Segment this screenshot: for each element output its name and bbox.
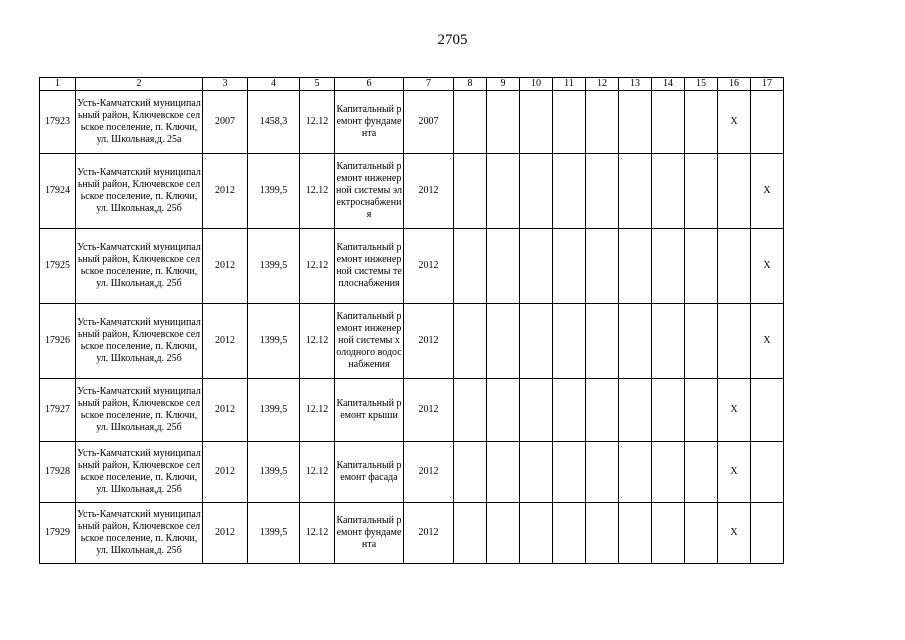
table-cell: [454, 229, 487, 304]
column-header: 10: [520, 78, 553, 91]
table-cell: [751, 379, 784, 442]
table-cell: X: [751, 229, 784, 304]
table-cell: 12.12: [300, 154, 335, 229]
table-cell: 17924: [40, 154, 76, 229]
table-cell: 2012: [404, 154, 454, 229]
table-header-row: [40, 78, 784, 91]
table-cell: X: [718, 442, 751, 503]
register-table: [39, 77, 784, 564]
table-cell: 1458,3: [248, 91, 300, 154]
table-cell: [586, 91, 619, 154]
table-cell: [685, 304, 718, 379]
table-cell: [652, 304, 685, 379]
table-cell: [586, 379, 619, 442]
table-cell: [619, 154, 652, 229]
table-cell: [520, 91, 553, 154]
table-cell: [520, 229, 553, 304]
table-cell: Усть-Камчатский муниципальный район, Ключевское сельское поселение, п. Ключи, ул. Школьная,д. 25б: [76, 154, 203, 229]
table-cell: [652, 379, 685, 442]
table-cell: Капитальный ремонт крыши: [335, 379, 404, 442]
table-cell: X: [718, 379, 751, 442]
table-cell: 12.12: [300, 91, 335, 154]
column-header: 7: [404, 78, 454, 91]
table-cell: 2012: [404, 503, 454, 564]
table-cell: [520, 503, 553, 564]
column-header: 2: [76, 78, 203, 91]
table-cell: 2012: [404, 304, 454, 379]
table-cell: [553, 304, 586, 379]
table-cell: [619, 304, 652, 379]
table-cell: [520, 154, 553, 229]
table-cell: 2012: [203, 229, 248, 304]
table-cell: [718, 154, 751, 229]
table-cell: X: [718, 91, 751, 154]
table-cell: [685, 442, 718, 503]
table-cell: Капитальный ремонт фундамента: [335, 503, 404, 564]
table-cell: [553, 379, 586, 442]
column-header: 11: [553, 78, 586, 91]
table-cell: Усть-Камчатский муниципальный район, Ключевское сельское поселение, п. Ключи, ул. Школьная,д. 25а: [76, 91, 203, 154]
table-cell: 2012: [203, 442, 248, 503]
table-cell: Усть-Камчатский муниципальный район, Ключевское сельское поселение, п. Ключи, ул. Школьная,д. 25б: [76, 229, 203, 304]
table-cell: Усть-Камчатский муниципальный район, Ключевское сельское поселение, п. Ключи, ул. Школьная,д. 25б: [76, 442, 203, 503]
table-cell: [553, 91, 586, 154]
table-cell: [685, 379, 718, 442]
table-cell: 1399,5: [248, 379, 300, 442]
column-header: 12: [586, 78, 619, 91]
table-cell: [454, 91, 487, 154]
table-cell: 2012: [203, 304, 248, 379]
column-header: 5: [300, 78, 335, 91]
table-cell: [553, 442, 586, 503]
table-row: [40, 442, 784, 503]
column-header: 4: [248, 78, 300, 91]
table-cell: [751, 503, 784, 564]
table-cell: [487, 304, 520, 379]
table-cell: 12.12: [300, 442, 335, 503]
table-cell: 2012: [203, 379, 248, 442]
table-cell: X: [718, 503, 751, 564]
column-header: 15: [685, 78, 718, 91]
table-cell: [487, 229, 520, 304]
table-cell: Усть-Камчатский муниципальный район, Ключевское сельское поселение, п. Ключи, ул. Школьная,д. 25б: [76, 379, 203, 442]
table-cell: [586, 304, 619, 379]
table-cell: [553, 229, 586, 304]
table-cell: Капитальный ремонт инженерной системы электроснабжения: [335, 154, 404, 229]
table-cell: [652, 442, 685, 503]
table-cell: X: [751, 304, 784, 379]
table-cell: [619, 229, 652, 304]
table-cell: [520, 442, 553, 503]
table-cell: 17925: [40, 229, 76, 304]
table-cell: [685, 154, 718, 229]
table-cell: Капитальный ремонт фундамента: [335, 91, 404, 154]
table-cell: 2007: [404, 91, 454, 154]
table-cell: [718, 229, 751, 304]
table-cell: 12.12: [300, 304, 335, 379]
table-cell: 1399,5: [248, 229, 300, 304]
table-cell: [487, 503, 520, 564]
table-cell: 2012: [203, 503, 248, 564]
table-cell: 12.12: [300, 503, 335, 564]
table-cell: 2012: [404, 442, 454, 503]
table-row: [40, 91, 784, 154]
table-cell: [586, 503, 619, 564]
table-cell: [652, 91, 685, 154]
table-cell: 2012: [203, 154, 248, 229]
table-cell: [553, 154, 586, 229]
table-cell: Капитальный ремонт инженерной системы холодного водоснабжения: [335, 304, 404, 379]
table-cell: [454, 442, 487, 503]
table-cell: [487, 154, 520, 229]
table-cell: 17926: [40, 304, 76, 379]
table-cell: 2007: [203, 91, 248, 154]
table-cell: 2012: [404, 229, 454, 304]
table-cell: [619, 442, 652, 503]
table-cell: 1399,5: [248, 154, 300, 229]
table-cell: [553, 503, 586, 564]
page-number: 2705: [437, 32, 468, 48]
table-cell: 1399,5: [248, 442, 300, 503]
table-cell: [652, 154, 685, 229]
table-cell: [685, 503, 718, 564]
table-cell: [454, 304, 487, 379]
table-row: [40, 379, 784, 442]
table-cell: [454, 379, 487, 442]
table-cell: [520, 379, 553, 442]
table-cell: [487, 91, 520, 154]
table-row: [40, 304, 784, 379]
table-cell: [586, 229, 619, 304]
table-row: [40, 154, 784, 229]
table-cell: 17927: [40, 379, 76, 442]
table-cell: [586, 154, 619, 229]
table-cell: [619, 503, 652, 564]
table-cell: 1399,5: [248, 304, 300, 379]
table-cell: [685, 229, 718, 304]
table-cell: 17923: [40, 91, 76, 154]
table-cell: [652, 229, 685, 304]
table-cell: 17928: [40, 442, 76, 503]
table-row: [40, 503, 784, 564]
table-cell: X: [751, 154, 784, 229]
column-header: 13: [619, 78, 652, 91]
table-cell: 2012: [404, 379, 454, 442]
table-cell: Усть-Камчатский муниципальный район, Ключевское сельское поселение, п. Ключи, ул. Школьная,д. 25б: [76, 503, 203, 564]
column-header: 1: [40, 78, 76, 91]
table-cell: Усть-Камчатский муниципальный район, Ключевское сельское поселение, п. Ключи, ул. Школьная,д. 25б: [76, 304, 203, 379]
table-cell: 1399,5: [248, 503, 300, 564]
column-header: 8: [454, 78, 487, 91]
column-header: 6: [335, 78, 404, 91]
table-cell: Капитальный ремонт фасада: [335, 442, 404, 503]
table-cell: [487, 442, 520, 503]
table-cell: 12.12: [300, 379, 335, 442]
table-cell: [454, 503, 487, 564]
table-cell: [751, 442, 784, 503]
column-header: 9: [487, 78, 520, 91]
table-cell: [619, 91, 652, 154]
table-cell: [487, 379, 520, 442]
table-cell: [454, 154, 487, 229]
table-cell: 17929: [40, 503, 76, 564]
table-cell: Капитальный ремонт инженерной системы теплоснабжения: [335, 229, 404, 304]
column-header: 16: [718, 78, 751, 91]
table-cell: [652, 503, 685, 564]
column-header: 17: [751, 78, 784, 91]
column-header: 3: [203, 78, 248, 91]
table-cell: [619, 379, 652, 442]
table-cell: 12.12: [300, 229, 335, 304]
table-cell: [685, 91, 718, 154]
table-cell: [586, 442, 619, 503]
table-cell: [751, 91, 784, 154]
table-row: [40, 229, 784, 304]
table-cell: [718, 304, 751, 379]
column-header: 14: [652, 78, 685, 91]
table-cell: [520, 304, 553, 379]
